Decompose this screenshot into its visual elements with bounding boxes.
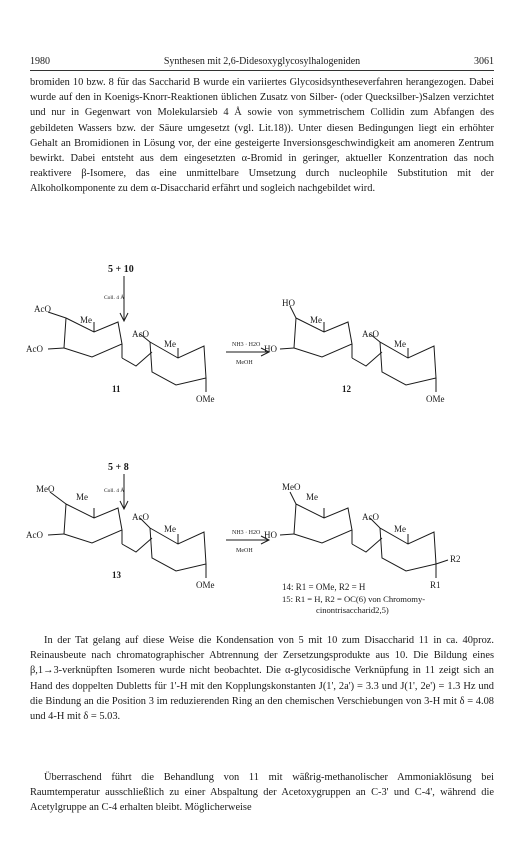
scheme1-reagent-top: NH3 · H2O bbox=[232, 342, 261, 348]
s1-l-me2: Me bbox=[164, 339, 176, 349]
s2-r-me2: Me bbox=[394, 524, 406, 534]
paragraph-3 bbox=[30, 770, 494, 816]
compound-15-legend bbox=[282, 594, 427, 615]
compound-15-legend-cont: cinontrisaccharid2,5) bbox=[316, 605, 389, 615]
s2-r-ho-left: HO bbox=[264, 530, 277, 540]
scheme1-left-ring1 bbox=[64, 318, 122, 357]
compound-14-legend: 14: R1 = OMe, R2 = H bbox=[282, 582, 366, 592]
s1-r-ome: OMe bbox=[426, 394, 445, 404]
s1-r-me1: Me bbox=[310, 315, 322, 325]
s2-l-aco-left: AcO bbox=[26, 530, 43, 540]
s1-r-ho-left: HO bbox=[264, 344, 277, 354]
paragraph-2-text: In der Tat gelang auf diese Weise die Kondensation von 5 mit 10 zum Disaccharid 11 in ca. 40proz. Reinausbeute nach chromatographischer Abtrennung der Zersetzungsprodukte aus 10. Die Bildung eines β,1→3-verknüpften Isomeren wurde nicht beobachtet. Die α-glycosidische Verknüpfung in 11 zeigt sich an Hand des doppelten Dubletts für 1'-H mit den Kopplungskonstanten J(1', 2a') = 3.3 und J(1', 2e') = 1.3 Hz und die Bindung an die Position 3 im reduzierenden Ring an den chemischen Verschiebungen von 3-H mit δ = 4.08 und 4-H mit δ = 5.03. bbox=[30, 635, 494, 723]
scheme2-conditions: Coll. 4 Å bbox=[104, 488, 125, 494]
scheme1-conditions: Coll. 4 Å bbox=[104, 295, 125, 301]
scheme1-reagent-bottom: MeOH bbox=[236, 360, 253, 366]
s1-l-aco-top: AcO bbox=[34, 304, 51, 314]
paragraph-2 bbox=[30, 633, 494, 724]
s1-l-aco-right: AcO bbox=[132, 329, 149, 339]
s1-l-me1: Me bbox=[80, 315, 92, 325]
scheme1-reactants: 5 + 10 bbox=[108, 264, 134, 275]
s2-l-aco-right: AcO bbox=[132, 512, 149, 522]
scheme1-right-ring1 bbox=[294, 318, 352, 357]
header-year: 1980 bbox=[30, 56, 50, 67]
scheme2-right-ring1 bbox=[294, 504, 352, 543]
paragraph-1: bromiden 10 bzw. 8 für das Saccharid B wurde ein variiertes Glycosidsyntheseverfahren herangezogen. Dabei wurde auf den in Koenigs-Knorr-Reaktionen üblichen Zusatz von Silber- (oder Quecksilber-)Salzen verzichtet und nur in Gegenwart von Molekularsieb 4 Å sowie von symmetrischem Collidin zum Abfangen des gebildeten Wassers bzw. der Säure umgesetzt (vgl. Lit.18)). Unter diesen Bedingungen liegt ein erhöhter Gehalt an Bromidionen in Lösung vor, der eine gesteigerte Inversionsgeschwindigkeit am anomeren Zentrum bewirkt. Dabei entsteht aus dem eingesetzten α-Bromid in geringer, aktueller Konzentration das noch reaktivere β-Isomere, das eine unmittelbare Umsetzung durch nucleophile Substitution mit der Alkoholkomponente zu dem α-Disaccharid erfährt und sogleich nachgebildet wird. bbox=[30, 77, 494, 195]
s2-l-ome: OMe bbox=[196, 580, 215, 590]
page-number: 3061 bbox=[474, 56, 494, 67]
paragraph-3-text: Überraschend führt die Behandlung von 11 mit wäßrig-methanolischer Ammoniaklösung bei Raumtemperatur ausschließlich zu einer Abspaltung der Acetoxygruppen an C-3' und C-4', während die Acetylgruppe an C-4 erhalten bleibt. Möglicherweise bbox=[30, 772, 494, 814]
s2-r-r2: R2 bbox=[450, 554, 461, 564]
s2-r-aco-right: AcO bbox=[362, 512, 379, 522]
scheme2-reagent-top: NH3 · H2O bbox=[232, 530, 261, 536]
s2-r-me1: Me bbox=[306, 492, 318, 502]
scheme2-reagent-bottom: MeOH bbox=[236, 548, 253, 554]
scheme2-left-ring1 bbox=[64, 504, 122, 543]
s2-r-meo-top: MeO bbox=[282, 482, 301, 492]
s1-r-me2: Me bbox=[394, 339, 406, 349]
s1-r-aco-right: AcO bbox=[362, 329, 379, 339]
compound-11-label: 11 bbox=[112, 384, 121, 394]
s1-l-aco-left: AcO bbox=[26, 344, 43, 354]
s2-l-me1: Me bbox=[76, 492, 88, 502]
s2-r-r1: R1 bbox=[430, 580, 441, 590]
s1-r-ho-top: HO bbox=[282, 298, 295, 308]
s2-l-me2: Me bbox=[164, 524, 176, 534]
s1-l-ome: OMe bbox=[196, 394, 215, 404]
compound-13-label: 13 bbox=[112, 570, 121, 580]
compound-15-legend-text: 15: R1 = H, R2 = OC(6) von Chromomy- bbox=[282, 594, 426, 604]
compound-12-label: 12 bbox=[342, 384, 351, 394]
scheme2-reactants: 5 + 8 bbox=[108, 462, 129, 473]
header-title: Synthesen mit 2,6-Didesoxyglycosylhalogeniden bbox=[163, 56, 361, 67]
s2-l-meo-top: MeO bbox=[36, 484, 55, 494]
